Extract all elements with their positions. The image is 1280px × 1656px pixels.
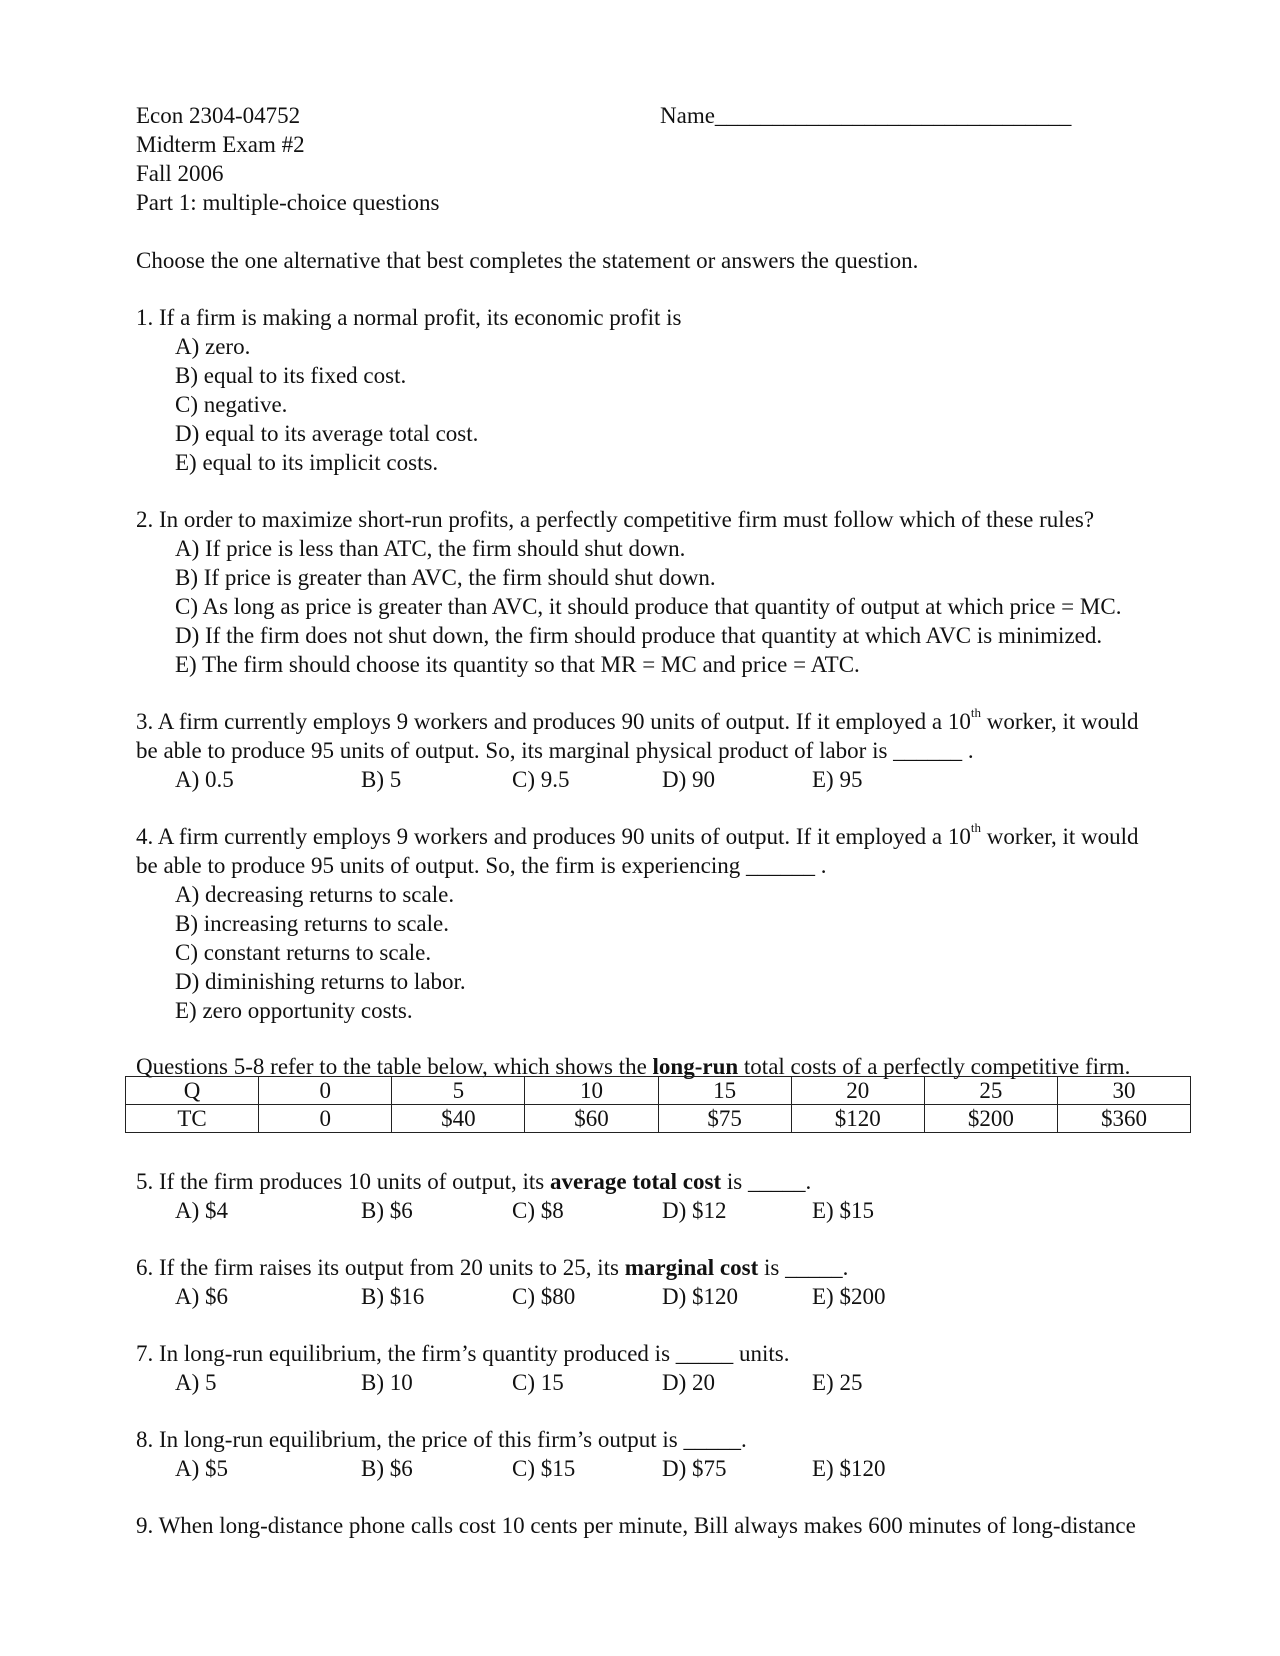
- question-stem: 1. If a firm is making a normal profit, its economic profit is: [136, 305, 682, 330]
- option-a[interactable]: A) 0.5: [175, 767, 234, 792]
- option-e[interactable]: E) The firm should choose its quantity so that MR = MC and price = ATC.: [175, 652, 860, 677]
- table-cell: $360: [1057, 1105, 1190, 1133]
- option-d[interactable]: D) diminishing returns to labor.: [175, 969, 466, 994]
- option-d[interactable]: D) $120: [662, 1284, 739, 1309]
- table-intro: Questions 5-8 refer to the table below, which shows the long-run total costs of a perfectly competitive firm.: [136, 1054, 1131, 1079]
- option-a[interactable]: A) $6: [175, 1284, 229, 1309]
- option-c[interactable]: C) $15: [512, 1456, 576, 1481]
- option-e[interactable]: E) equal to its implicit costs.: [175, 450, 439, 475]
- option-a[interactable]: A) $4: [175, 1198, 229, 1223]
- option-b[interactable]: B) $6: [361, 1456, 413, 1481]
- option-e[interactable]: E) $200: [812, 1284, 886, 1309]
- option-a[interactable]: A) zero.: [175, 334, 251, 359]
- option-e[interactable]: E) 25: [812, 1370, 863, 1395]
- option-a[interactable]: A) 5: [175, 1370, 217, 1395]
- option-b[interactable]: B) increasing returns to scale.: [175, 911, 449, 936]
- option-e[interactable]: E) $15: [812, 1198, 874, 1223]
- table-cell: 20: [791, 1077, 924, 1105]
- table-cell: 30: [1057, 1077, 1190, 1105]
- option-c[interactable]: C) negative.: [175, 392, 288, 417]
- option-c[interactable]: C) $80: [512, 1284, 576, 1309]
- question-stem: 3. A firm currently employs 9 workers and produces 90 units of output. If it employed a 10th worker, it would: [136, 705, 1139, 734]
- option-b[interactable]: B) $16: [361, 1284, 425, 1309]
- question-stem-line2: be able to produce 95 units of output. So, its marginal physical product of labor is ______ .: [136, 738, 974, 763]
- course-code: Econ 2304-04752: [136, 103, 301, 128]
- table-cell: TC: [126, 1105, 259, 1133]
- option-d[interactable]: D) $12: [662, 1198, 727, 1223]
- exam-title: Midterm Exam #2: [136, 132, 305, 157]
- table-row: [126, 1105, 1191, 1133]
- question-stem: 5. If the firm produces 10 units of output, its average total cost is _____.: [136, 1169, 812, 1194]
- option-c[interactable]: C) 9.5: [512, 767, 570, 792]
- question-stem: 4. A firm currently employs 9 workers and produces 90 units of output. If it employed a 10th worker, it would: [136, 820, 1139, 849]
- table-cell: 10: [525, 1077, 658, 1105]
- name-field[interactable]: Name_______________________________: [660, 103, 1072, 128]
- option-e[interactable]: E) $120: [812, 1456, 886, 1481]
- exam-term: Fall 2006: [136, 161, 224, 186]
- table-cell: $200: [924, 1105, 1057, 1133]
- table-row: [126, 1077, 1191, 1105]
- option-a[interactable]: A) If price is less than ATC, the firm should shut down.: [175, 536, 686, 561]
- option-c[interactable]: C) constant returns to scale.: [175, 940, 432, 965]
- option-d[interactable]: D) 90: [662, 767, 716, 792]
- table-cell: $75: [658, 1105, 791, 1133]
- table-cell: 0: [259, 1105, 392, 1133]
- option-c[interactable]: C) $8: [512, 1198, 564, 1223]
- cost-table: [125, 1076, 1191, 1133]
- option-e[interactable]: E) 95: [812, 767, 863, 792]
- question-stem: 2. In order to maximize short-run profits, a perfectly competitive firm must follow which of these rules?: [136, 507, 1095, 532]
- table-cell: 5: [392, 1077, 525, 1105]
- option-d[interactable]: D) 20: [662, 1370, 716, 1395]
- instructions: Choose the one alternative that best completes the statement or answers the question.: [136, 248, 919, 273]
- table-cell: $60: [525, 1105, 658, 1133]
- option-c[interactable]: C) 15: [512, 1370, 564, 1395]
- table-cell: $40: [392, 1105, 525, 1133]
- table-cell: 0: [259, 1077, 392, 1105]
- table-cell: 15: [658, 1077, 791, 1105]
- question-stem: 7. In long-run equilibrium, the firm’s quantity produced is _____ units.: [136, 1341, 790, 1366]
- table-cell: $120: [791, 1105, 924, 1133]
- question-stem: 6. If the firm raises its output from 20 units to 25, its marginal cost is _____.: [136, 1255, 849, 1280]
- table-cell: Q: [126, 1077, 259, 1105]
- option-d[interactable]: D) equal to its average total cost.: [175, 421, 479, 446]
- option-d[interactable]: D) $75: [662, 1456, 727, 1481]
- option-c[interactable]: C) As long as price is greater than AVC, it should produce that quantity of output at which price = MC.: [175, 594, 1122, 619]
- table-cell: 25: [924, 1077, 1057, 1105]
- option-a[interactable]: A) decreasing returns to scale.: [175, 882, 455, 907]
- option-b[interactable]: B) If price is greater than AVC, the firm should shut down.: [175, 565, 716, 590]
- option-b[interactable]: B) equal to its fixed cost.: [175, 363, 407, 388]
- question-stem-line2: be able to produce 95 units of output. So, the firm is experiencing ______ .: [136, 853, 827, 878]
- option-a[interactable]: A) $5: [175, 1456, 229, 1481]
- option-d[interactable]: D) If the firm does not shut down, the firm should produce that quantity at which AVC is minimized.: [175, 623, 1103, 648]
- option-b[interactable]: B) 5: [361, 767, 402, 792]
- exam-part: Part 1: multiple-choice questions: [136, 190, 440, 215]
- option-b[interactable]: B) 10: [361, 1370, 413, 1395]
- option-b[interactable]: B) $6: [361, 1198, 413, 1223]
- question-stem: 8. In long-run equilibrium, the price of this firm’s output is _____.: [136, 1427, 747, 1452]
- option-e[interactable]: E) zero opportunity costs.: [175, 998, 413, 1023]
- question-stem: 9. When long-distance phone calls cost 10 cents per minute, Bill always makes 600 minutes of long-distance: [136, 1513, 1136, 1538]
